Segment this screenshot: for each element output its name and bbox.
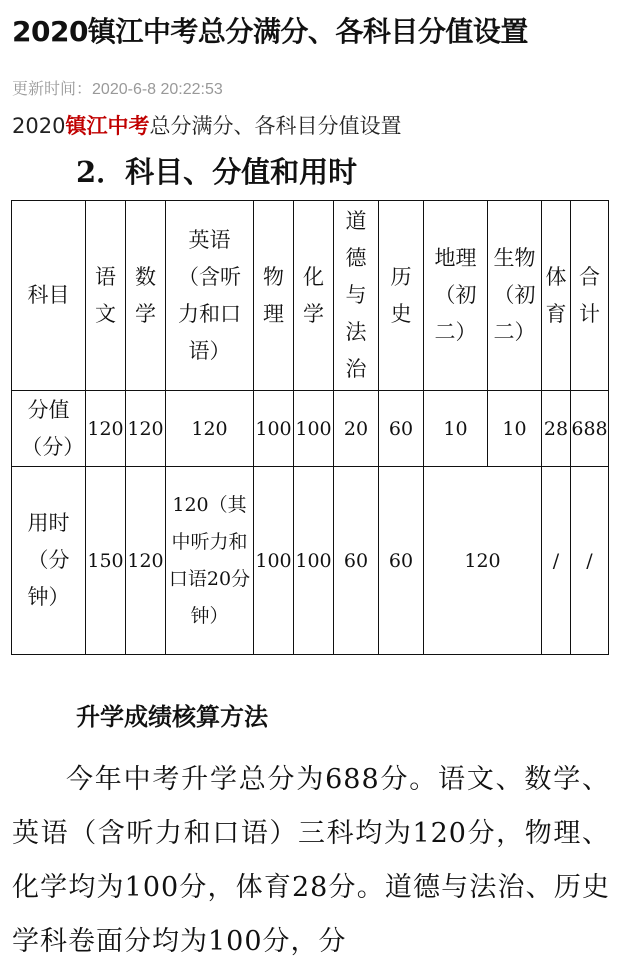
header-chemistry: 化学 [294, 201, 334, 391]
score-pe: 28 [542, 391, 571, 467]
time-morality: 60 [334, 467, 379, 655]
score-chemistry: 100 [294, 391, 334, 467]
header-chinese: 语文 [86, 201, 126, 391]
intro-prefix: 2020 [12, 114, 66, 138]
body-paragraph: 今年中考升学总分为688分。语文、数学、英语（含听力和口语）三科均为120分，物理、化学均为100分，体育28分。道德与法治、历史学科卷面分均为100分，分 [12, 764, 610, 957]
time-physics: 100 [254, 467, 294, 655]
header-morality: 道德与法治 [334, 201, 379, 391]
header-math: 数学 [126, 201, 166, 391]
intro-keyword-link[interactable]: 镇江中考 [65, 114, 150, 138]
time-english: 120（其中听力和口语20分钟） [166, 467, 254, 655]
time-chinese: 150 [86, 467, 126, 655]
section-heading: 2．科目、分值和用时 [76, 155, 358, 189]
score-chinese: 120 [86, 391, 126, 467]
subject-score-table [11, 200, 609, 655]
header-geography: 地理（初二） [424, 201, 488, 391]
header-biology: 生物（初二） [488, 201, 542, 391]
time-row-label: 用时（分钟） [12, 467, 86, 655]
score-english: 120 [166, 391, 254, 467]
time-history: 60 [379, 467, 424, 655]
header-english: 英语（含听力和口语） [166, 201, 254, 391]
score-total: 688 [571, 391, 609, 467]
intro-line [12, 110, 401, 140]
time-pe: / [542, 467, 571, 655]
score-biology: 10 [488, 391, 542, 467]
time-chemistry: 100 [294, 467, 334, 655]
header-row [12, 201, 609, 391]
time-geo-bio: 120 [424, 467, 542, 655]
header-total: 合计 [571, 201, 609, 391]
header-subject: 科目 [12, 201, 86, 391]
score-morality: 20 [334, 391, 379, 467]
score-history: 60 [379, 391, 424, 467]
score-geography: 10 [424, 391, 488, 467]
section3-heading: 升学成绩核算方法 [76, 703, 268, 731]
article-title: 2020镇江中考总分满分、各科目分值设置 [12, 15, 528, 48]
update-info [12, 76, 223, 99]
update-label: 更新时间： [12, 81, 93, 98]
header-physics: 物理 [254, 201, 294, 391]
header-pe: 体育 [542, 201, 571, 391]
score-physics: 100 [254, 391, 294, 467]
time-total: / [571, 467, 609, 655]
time-math: 120 [126, 467, 166, 655]
score-row [12, 391, 609, 467]
score-math: 120 [126, 391, 166, 467]
time-row [12, 467, 609, 655]
header-history: 历史 [379, 201, 424, 391]
intro-suffix: 总分满分、各科目分值设置 [149, 114, 402, 138]
score-row-label: 分值（分） [12, 391, 86, 467]
update-time: 2020-6-8 20:22:53 [92, 81, 223, 98]
